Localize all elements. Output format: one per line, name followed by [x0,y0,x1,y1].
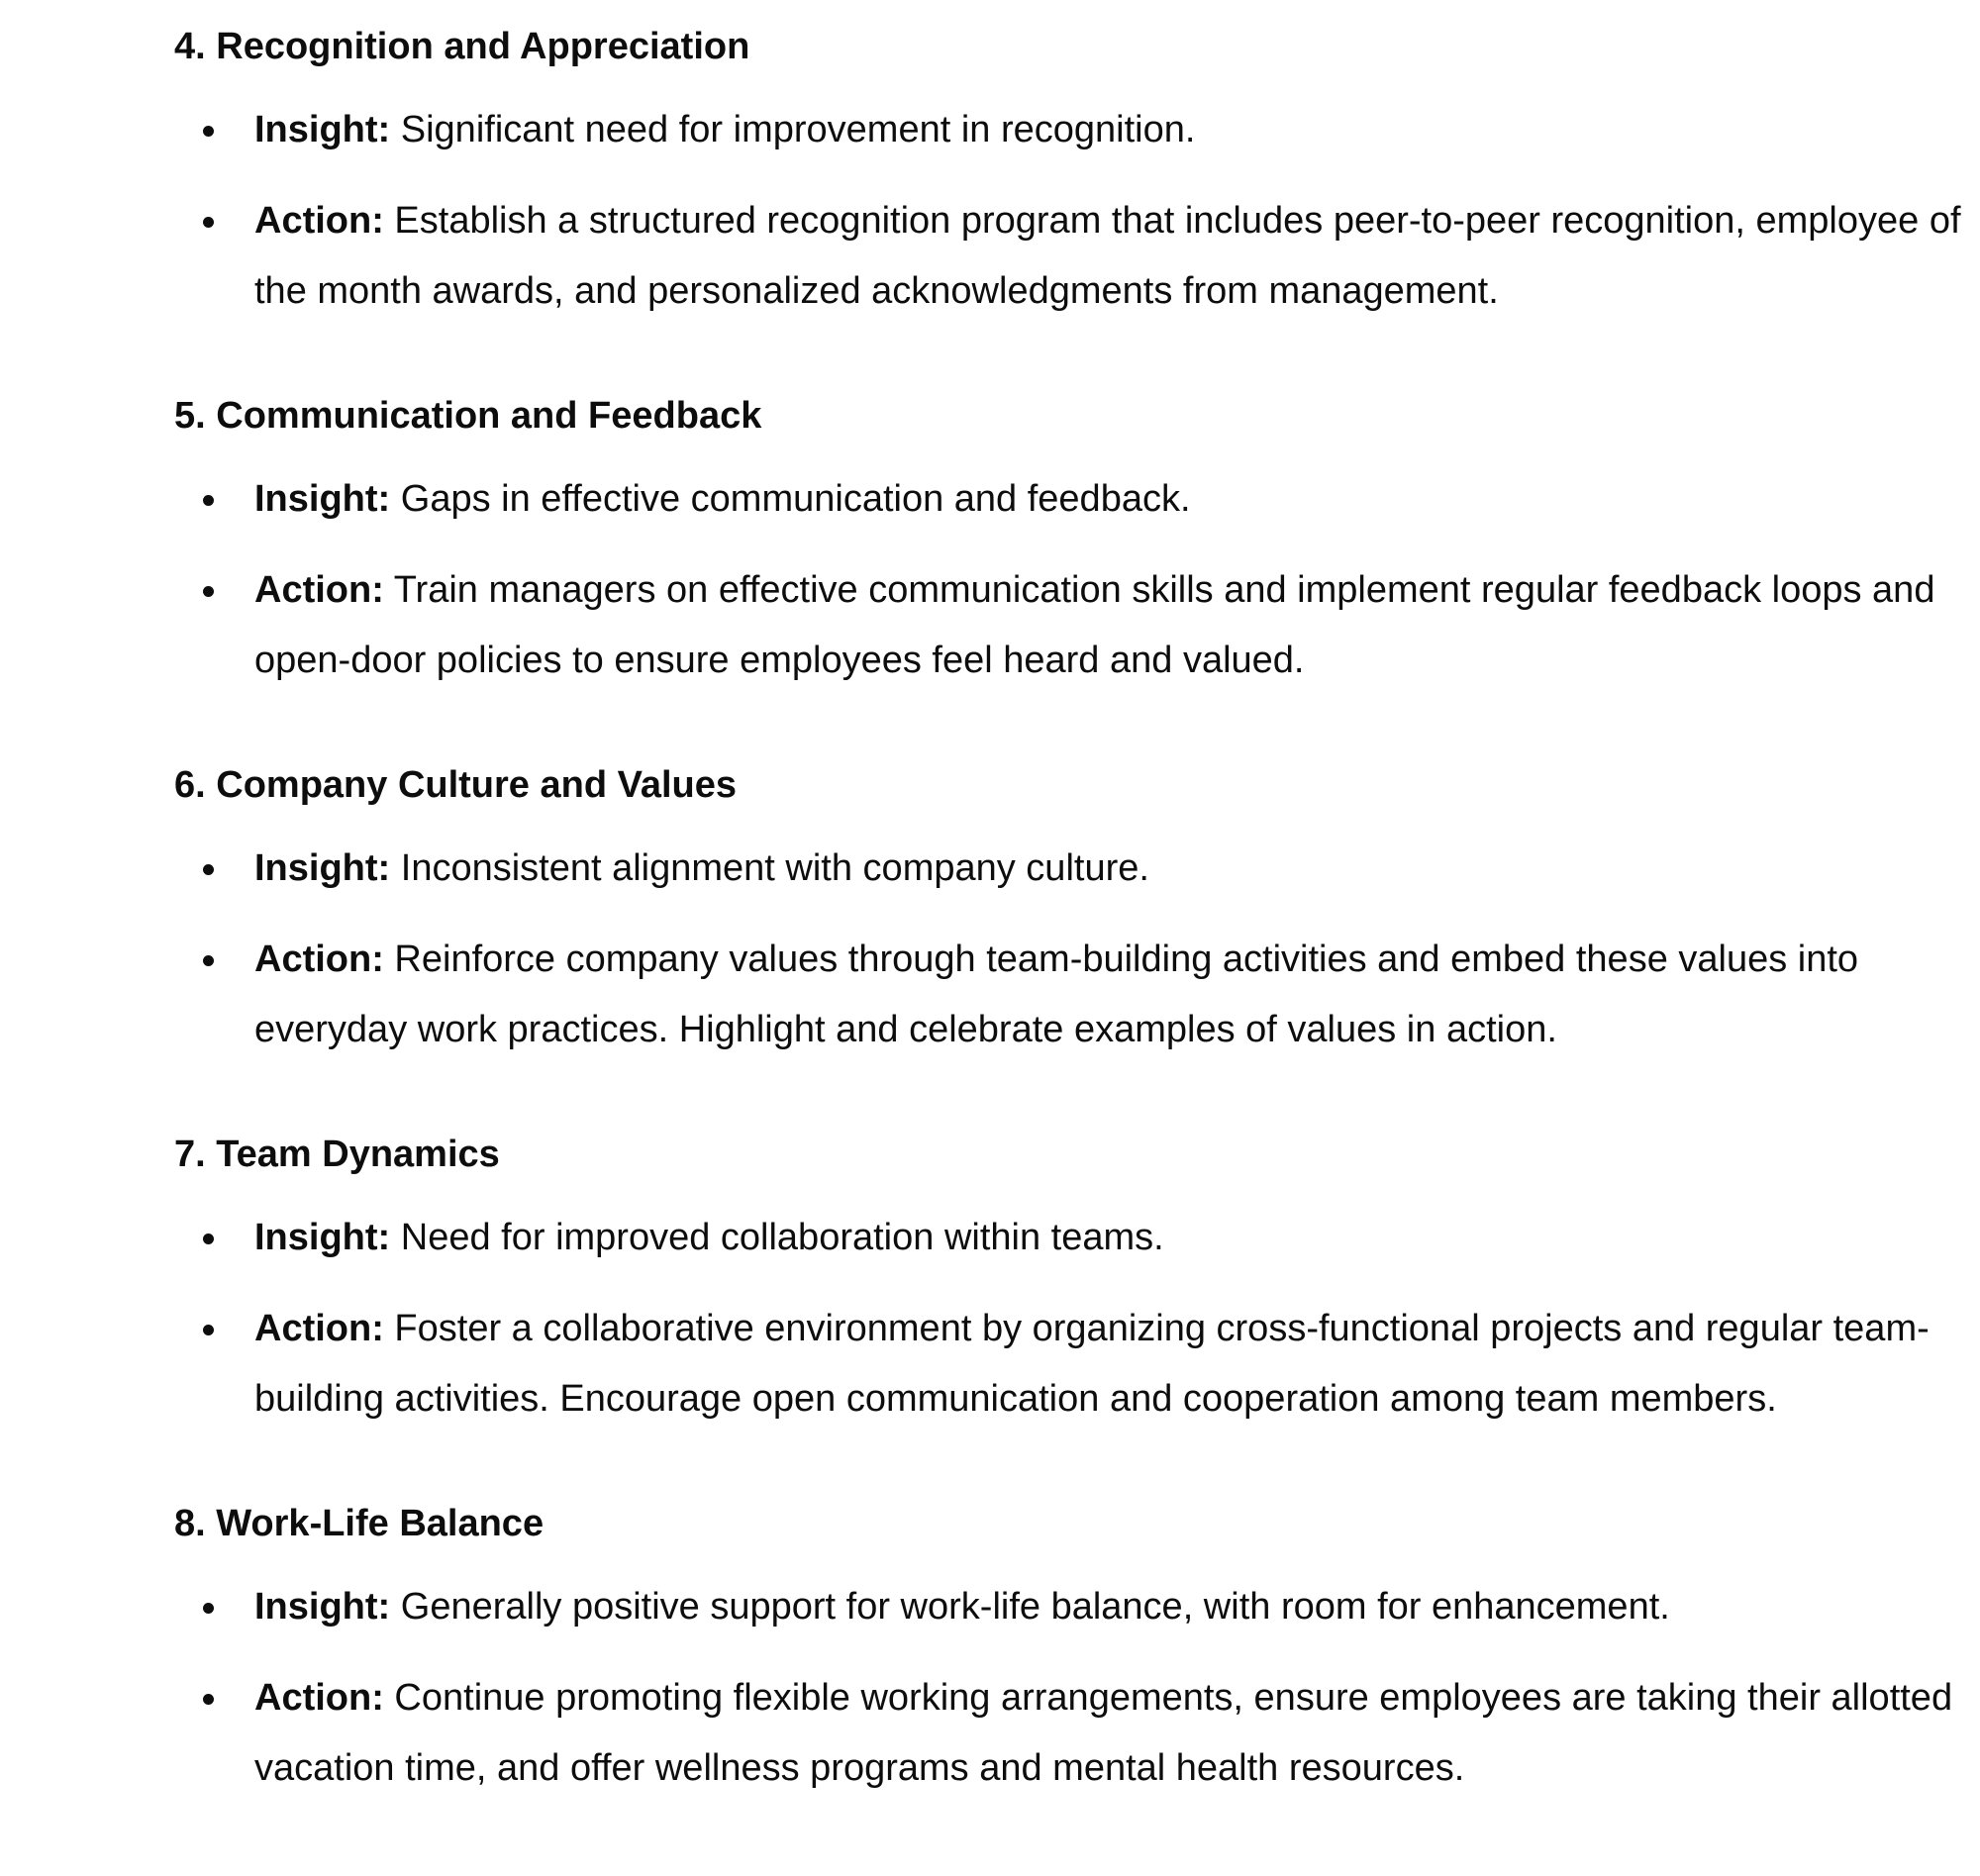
item-list [174,95,1966,327]
item-list [174,1572,1966,1804]
list-item-insight [174,1203,1966,1273]
list-item-insight [174,95,1966,165]
item-list [174,1203,1966,1434]
list-item-insight [174,1572,1966,1642]
item-label: Action: [254,1677,384,1719]
item-text: Foster a collaborative environment by organizing cross-functional projects and regular team-building activities. Encourage open communication and cooperation among team members. [254,1308,1930,1420]
section-team-dynamics [174,1132,1966,1434]
section-title: 6. Company Culture and Values [174,764,738,806]
item-text: Generally positive support for work-life balance, with room for enhancement. [390,1586,1670,1628]
bullet-icon [203,126,214,137]
bullet-icon [203,1234,214,1244]
list-item-action [174,1294,1966,1434]
bullet-icon [203,495,214,506]
section-title: 5. Communication and Feedback [174,395,762,437]
section-work-life-balance [174,1501,1966,1804]
item-text: Train managers on effective communication skills and implement regular feedback loops and open-door policies to ensure employees feel heard and valued. [254,569,1935,681]
item-label: Insight: [254,1217,391,1258]
list-item-insight [174,464,1966,535]
item-label: Action: [254,200,384,242]
section-culture [174,762,1966,1065]
section-recognition [174,24,1966,327]
bullet-icon [203,1603,214,1614]
bullet-icon [203,586,214,597]
list-item-action [174,555,1966,696]
document-content [174,0,1966,1804]
item-label: Insight: [254,1586,391,1628]
list-item-insight [174,834,1966,904]
item-list [174,834,1966,1065]
item-text: Reinforce company values through team-building activities and embed these values into everyday work practices. Highlight and celebrate examples of values in action. [254,938,1859,1050]
item-text: Significant need for improvement in recognition. [390,109,1196,150]
list-item-action [174,925,1966,1065]
bullet-icon [203,217,214,228]
item-label: Insight: [254,847,391,889]
item-text: Need for improved collaboration within teams. [390,1217,1164,1258]
item-label: Insight: [254,109,391,150]
item-label: Insight: [254,478,391,520]
item-label: Action: [254,569,384,611]
list-item-action [174,186,1966,327]
bullet-icon [203,955,214,966]
bullet-icon [203,1325,214,1335]
bullet-icon [203,1694,214,1705]
section-title: 7. Team Dynamics [174,1134,500,1175]
bullet-icon [203,864,214,875]
item-text: Establish a structured recognition program that includes peer-to-peer recognition, employee of the month awards, and personalized acknowledgments from management. [254,200,1961,312]
item-text: Inconsistent alignment with company culture. [390,847,1149,889]
item-text: Gaps in effective communication and feedback. [390,478,1191,520]
section-title: 4. Recognition and Appreciation [174,26,750,67]
item-label: Action: [254,938,384,980]
item-list [174,464,1966,696]
section-communication [174,393,1966,696]
item-text: Continue promoting flexible working arrangements, ensure employees are taking their allotted vacation time, and offer wellness programs and mental health resources. [254,1677,1953,1789]
item-label: Action: [254,1308,384,1349]
section-title: 8. Work-Life Balance [174,1503,544,1544]
list-item-action [174,1663,1966,1804]
